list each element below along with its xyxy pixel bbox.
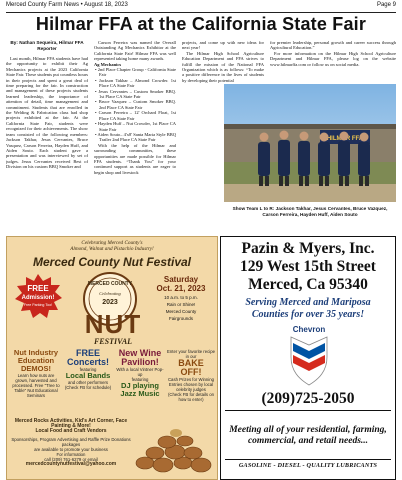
education-block: Nut Industry Education DEMOS! Learn how nuts are grown, harvested and processed. Free "Tree to Table" Nut Educational Seminars — [12, 348, 60, 398]
festival-date: Saturday Oct. 21, 2023 10 a.m. to 5 p.m. Rain or Shine! Merced County Fairgrounds — [156, 275, 206, 321]
article-paragraph: The Hilmar High School Agriculture Education Department and FFA strives to fulfill the mission of the National FFA Organization which is as follows: “To make a positive difference in the lives of students by developing their potential — [182, 50, 264, 83]
award-item: • 2nd Place Chapter Group - California State Fair — [95, 67, 176, 78]
article-paragraph: projects, and come up with new ideas for next year! — [182, 40, 264, 51]
award-item: • Hayden Huff – Nut Crowder, 1st Place CA State Fair — [95, 121, 176, 132]
header-publication: Merced County Farm News • August 18, 2023 — [6, 2, 128, 8]
article-column-1 — [6, 56, 88, 232]
article-paragraph: With the help of the Hilmar and surrounding communities, these opportunities are made possible for Hilmar FFA students. “Thank You” for your continued support as students are eager to begin shop and livestock — [94, 142, 176, 175]
nut-festival-ad — [6, 236, 218, 480]
photo-caption: Show Team L to R: Jackson Takhar, Jesus Cervantes, Bruce Vazquez, Carson Ferreira, Hayden Huff, Aiden Souto — [232, 206, 388, 217]
chevron-logo-icon — [285, 323, 333, 387]
pazin-myers-ad — [220, 236, 396, 480]
festival-nut-word: NUT — [84, 309, 142, 339]
free-admission-badge — [13, 273, 63, 319]
photo-banner-text: HILMAR FFA — [326, 136, 364, 142]
business-address: 129 West 15th Street — [240, 258, 376, 275]
ad-divider — [225, 410, 391, 411]
article-column-4 — [270, 40, 396, 84]
festival-feature-blocks — [11, 349, 215, 415]
business-city: Merced, Ca 95340 — [248, 276, 368, 293]
award-item: • Aiden Souto– 4'x8' Santa Maria Style BBQ Trailer 2nd Place CA State Fair — [95, 131, 176, 143]
team-photo-illustration — [224, 84, 396, 202]
festival-activities: Merced Rocks Activities, Kid's Art Corner, Face Painting & More! Local Food and Craft Vendors Sponsorships, Program Advertising and Raffle Prize Donations packages are available to promote your business For information call (209) 761-6279 or email mercedcountynutfestival@yahoo.com — [11, 418, 131, 467]
wine-block: New Wine Pavilion! With a local Vintner Pop-up featuring DJ playing Jazz Music — [116, 348, 164, 398]
awards-heading: Ag Mechanics — [94, 61, 122, 67]
article-paragraph: For more information on the Hilmar High School Agriculture Department and Hilmar FFA, please log on the website www.hilmarffa.com or follow us on social media. — [270, 50, 396, 67]
article-column-2 — [94, 40, 176, 232]
award-item: • Bruce Vazquez – Custom Smoker BBQ. 2nd Place CA State Fair — [95, 99, 176, 110]
business-slogan: Meeting all of your residential, farming, commercial, and retail needs... — [229, 425, 387, 446]
svg-text:2023: 2023 — [102, 299, 118, 306]
svg-text:FREE: FREE — [27, 284, 49, 293]
award-item: • Carson Ferreira – 12' Orchard Float, 1st Place CA State Fair — [95, 110, 176, 121]
svg-text:MERCED COUNTY: MERCED COUNTY — [87, 281, 133, 287]
article-byline: By: Nathan Sequeira, Hilmar FFA Reporter — [10, 40, 84, 51]
article-paragraph: Carson Ferreira was named the Overall Outstanding Ag Mechanics Exhibitor at the California State Fair! Hilmar FFA was well represented taking home many awards. — [94, 40, 176, 62]
festival-title: Merced County Nut Festival — [32, 255, 192, 269]
svg-text:Celebrating: Celebrating — [99, 291, 121, 296]
article-paragraph: for premier leadership, personal growth and career success through Agricultural Education.” — [270, 40, 396, 51]
svg-text:Chevron: Chevron — [292, 325, 326, 334]
ad-divider — [225, 459, 391, 460]
svg-text:Free Parking Too!: Free Parking Too! — [23, 303, 53, 307]
business-products: GASOLINE - DIESEL - QUALITY LUBRICANTS — [238, 462, 378, 469]
business-tagline: Serving Merced and Mariposa Counties for over 35 years! — [245, 297, 371, 320]
article-paragraph: Last month, Hilmar FFA students have had the opportunity to exhibit their Ag Mechanics projects at the 2023 California State Fair. These students put countless hours in their projects and spent a great deal of time preparing for the fair. In construction and management of these projects students learned leadership, the importance of attention of detail, time management and commitment. Students that are enrolled in the Welding & Fabrication class had shop projects exhibited at the fair. At the California State Fair, students were recognized for their achievements. The show team consisted of the following members: Jackson Takhar, Jesus Cervantes, Bruce Vasquez, Carson Ferreira, Hayden Huff, and Aiden Souto. Each student gave a presentation and was interviewed by set of judges. Jesus Cervantes received Best of Division on his custom BBQ Smoker and — [6, 56, 88, 170]
awards-list — [94, 67, 176, 143]
page-header — [6, 2, 396, 13]
article-title: Hilmar FFA at the California State Fair — [35, 14, 367, 34]
bake-off-block: Enter your favorite recipe in our BAKE OFF! Cash Prizes for Winning Entries chosen by local celebrity judges (Check FB for details on how to enter) — [167, 349, 216, 402]
svg-text:Admission!: Admission! — [21, 295, 55, 301]
festival-bottom — [11, 419, 215, 475]
festival-word: FESTIVAL — [93, 337, 133, 346]
concerts-block: FREE Concerts! featuring Local Bands and other performers (Check FB for schedule) — [64, 348, 112, 390]
business-phone: (209)725-2050 — [261, 390, 355, 407]
header-page-number: Page 9 — [376, 2, 396, 8]
award-item: • Jackson Takhar – Almond Crowder. 1st Place CA State Fair — [95, 77, 176, 89]
team-photo — [224, 84, 396, 202]
award-item: • Jesus Cervantes – Custom Smoker BBQ. 1st Place CA State Fair — [95, 88, 176, 100]
business-name: Pazin & Myers, Inc. — [241, 240, 375, 257]
nut-pile-icon — [129, 425, 215, 475]
festival-tagline: Celebrating Merced County's Almond, Walnut and Pistachio Industry! — [70, 240, 154, 252]
